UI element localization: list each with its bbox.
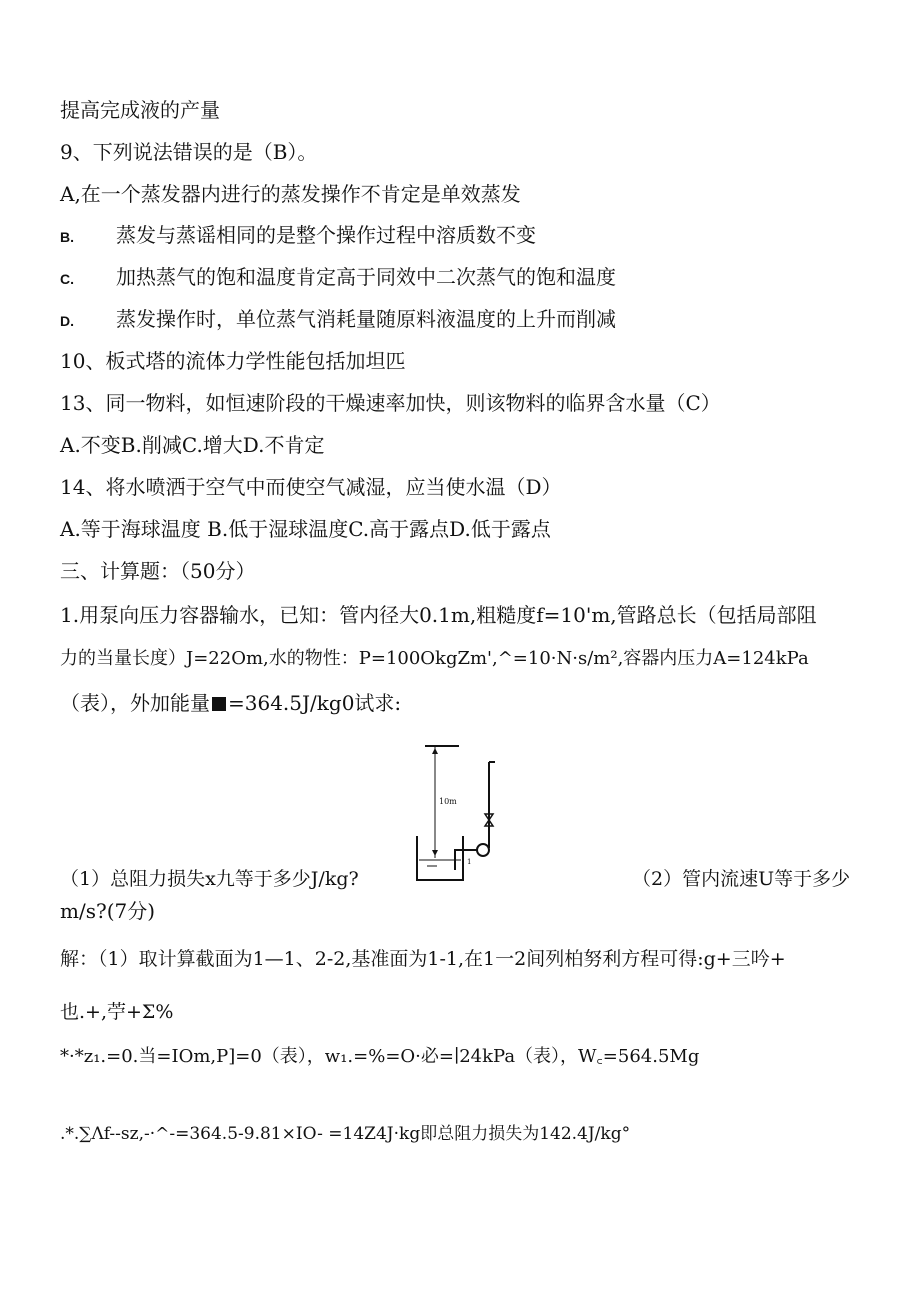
question-14: 14、将水喷洒于空气中而使空气减湿，应当使水温（D）	[60, 475, 562, 499]
sub-question-1: （1）总阻力损失x九等于多少J/kg?	[60, 868, 359, 890]
height-label: 10m	[439, 797, 457, 806]
text-fragment: （表），外加能量	[60, 691, 210, 715]
question-13-options: A.不变B.削减C.增大D.不肯定	[60, 433, 325, 457]
question-14-options: A.等于海球温度 B.低于湿球温度C.高于露点D.低于露点	[60, 517, 551, 541]
option-label: B.	[60, 229, 74, 245]
problem-1-text: 1.用泵向压力容器输水，已知：管内径大0.1m,粗糙度f=10'm,管路总长（包括局部阻	[60, 603, 817, 627]
sub-question-2: （2）管内流速U等于多少	[632, 868, 851, 890]
solution-conditions: *·*z₁.=0.当=IOm,P]=0（表），w₁.=%=O·必=∣24kPa（表），W꜀=564.5Mg	[60, 1046, 700, 1067]
option-text: 蒸发操作时，单位蒸气消耗量随原料液温度的上升而削减	[116, 307, 616, 331]
text-fragment: =364.5J∕kg0试求:	[228, 691, 402, 715]
solution-text: 解：（1）取计算截面为1—1、2-2,基准面为1-1,在1一2间列柏努利方程可得:g+三吟+	[60, 948, 786, 970]
problem-1-text-3	[60, 690, 401, 716]
section-heading: 三、计算题：（50分）	[60, 559, 256, 583]
pump-system-figure	[415, 740, 515, 890]
black-square-glyph	[212, 697, 226, 711]
option-text: 蒸发与蒸谣相同的是整个操作过程中溶质数不变	[116, 223, 536, 247]
question-13: 13、同一物料，如恒速阶段的干燥速率加快，则该物料的临界含水量（C）	[60, 391, 721, 415]
option-label: C.	[60, 271, 74, 287]
solution-result: .*.∑Λf--sz,-·^-=364.5-9.81×IO- =14Z4J·kg即总阻力损失为142.4J∕kg°	[60, 1124, 631, 1144]
pump-diagram-svg	[415, 740, 515, 890]
question-9: 9、下列说法错误的是（B）。	[60, 140, 318, 164]
solution-formula: 也.+,苧+Σ%	[60, 1001, 174, 1023]
option-c	[60, 264, 616, 292]
problem-1-text-2: 力的当量长度）J=22Om,水的物性：P=100OkgZm',^=10·N·s∕m²,容器内压力A=124kPa	[60, 648, 809, 669]
option-text: 加热蒸气的饱和温度肯定高于同效中二次蒸气的饱和温度	[116, 265, 616, 289]
point-label: 1	[467, 858, 472, 866]
option-b	[60, 222, 536, 250]
option-a: A,在一个蒸发器内进行的蒸发操作不肯定是单效蒸发	[60, 182, 521, 206]
option-d	[60, 306, 616, 334]
question-10: 10、板式塔的流体力学性能包括加坦匹	[60, 349, 406, 373]
sub-question-2-unit: m/s?(7分)	[60, 899, 156, 923]
option-label: D.	[60, 313, 74, 329]
text-line: 提高完成液的产量	[60, 98, 220, 122]
